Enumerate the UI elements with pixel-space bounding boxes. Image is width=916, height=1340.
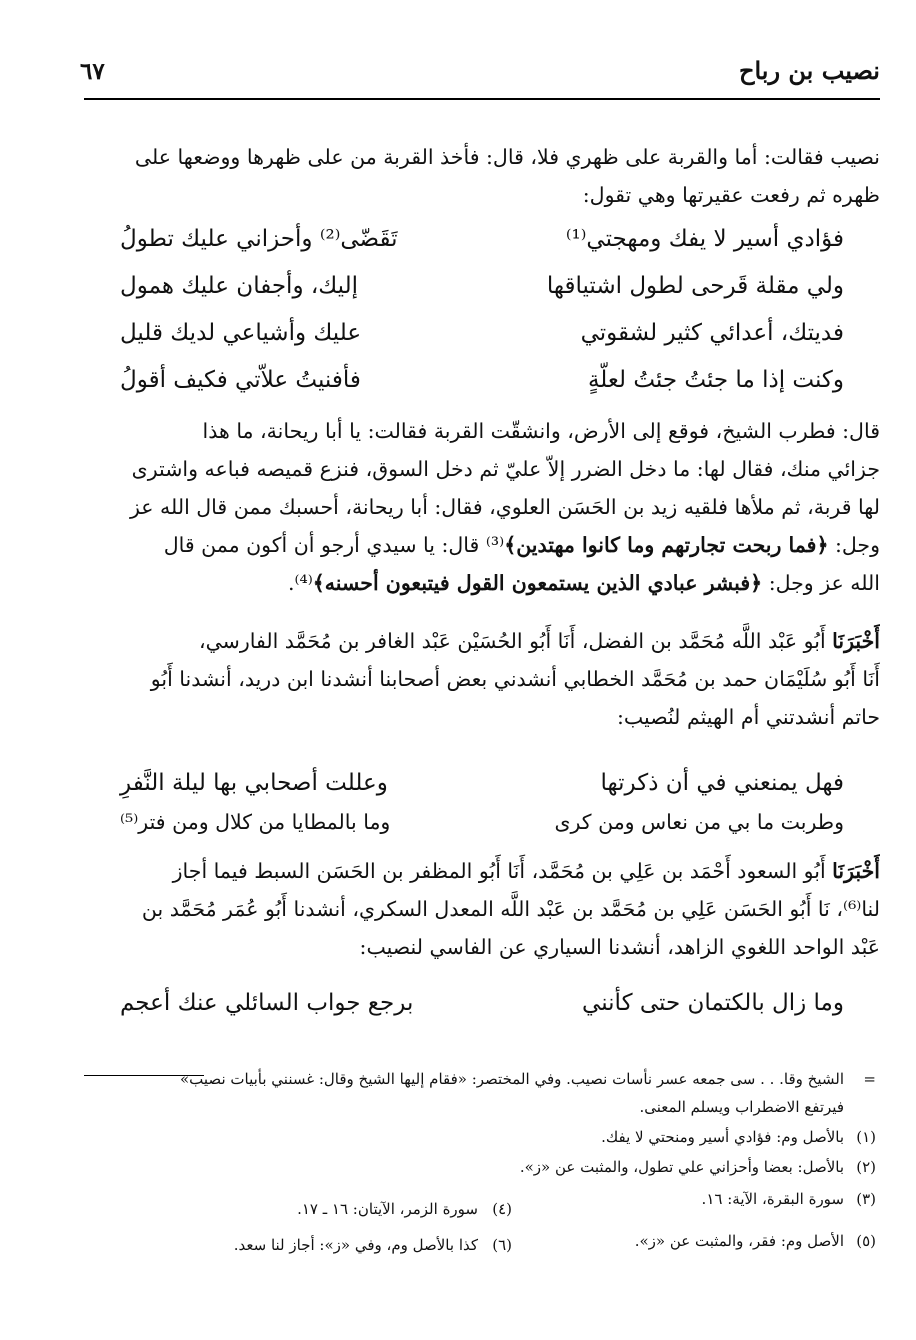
- footnote-text: الأصل وم: فقر، والمثبت عن «ز».: [634, 1232, 844, 1250]
- text-line: حاتم أنشدتني أم الهيثم لنُصيب:: [617, 705, 880, 729]
- verse-first-hemistich: فؤادي أسير لا يفك ومهجتي⁽¹⁾: [565, 226, 844, 252]
- narration-keyword: أَخْبَرَنَا: [832, 629, 880, 653]
- narration-keyword: أَخْبَرَنَا: [832, 859, 880, 883]
- verse-row: [60, 770, 844, 810]
- paragraph-4: [84, 852, 880, 966]
- verse-row: [60, 810, 844, 850]
- footnote-text: سورة الزمر، الآيتان: ١٦ ـ ١٧.: [297, 1200, 478, 1218]
- verse-second-hemistich: برجع جواب السائلي عنك أعجم: [120, 990, 414, 1016]
- footnote-continuation: فيرتفع الاضطراب ويسلم المعنى.: [639, 1098, 844, 1116]
- footnote-number: (٤): [492, 1200, 512, 1218]
- text-line: قال: فطرب الشيخ، فوقع إلى الأرض، وانشقّت القربة فقالت: يا أبا ريحانة، ما هذا: [202, 419, 880, 443]
- text-fragment: أَبُو عَبْد اللَّه مُحَمَّد بن الفضل، أَنَا أَبُو الحُسَيْن عَبْد الغافر بن مُحَمَّد الفارسي،: [198, 629, 833, 653]
- footnote-text: بالأصل: بعضا وأحزاني علي تطول، والمثبت عن «ز».: [519, 1158, 844, 1176]
- verse-row: [60, 273, 844, 320]
- text-line: لنا⁽⁶⁾، نَا أَبُو الحَسَن عَلِي بن مُحَمَّد بن عَبْد اللَّه المعدل السكري، أنشدنا أَبُو عُمَر مُحَمَّد بن: [141, 897, 880, 921]
- footnote-text: بالأصل وم: فؤادي أسير ومنحتي لا يفك.: [601, 1128, 844, 1146]
- paragraph-3: [84, 622, 880, 736]
- poem-block-3: [60, 990, 844, 1037]
- verse-first-hemistich: فديتك، أعدائي كثير لشقوتي: [580, 320, 844, 346]
- footnote-text: سورة البقرة، الآية: ١٦.: [701, 1190, 844, 1208]
- verse-second-hemistich: فأفنيتُ علاّتي فكيف أقولُ: [120, 367, 361, 393]
- text-fragment: الله عز وجل:: [762, 571, 880, 595]
- footnote-continuation-mark: =: [863, 1070, 876, 1088]
- text-fragment: وجل:: [828, 533, 880, 557]
- footnote-number: (٢): [856, 1158, 876, 1176]
- verse-row: [60, 320, 844, 367]
- verse-first-hemistich: فهل يمنعني في أن ذكرتها: [600, 770, 844, 796]
- text-line: ظهره ثم رفعت عقيرتها وهي تقول:: [582, 183, 880, 207]
- footnote-number: (١): [856, 1128, 876, 1146]
- verse-second-hemistich: وعللت أصحابي بها ليلة النَّفرِ: [120, 770, 388, 796]
- running-title: نصيب بن رباح: [738, 56, 880, 85]
- poem-block-2: [60, 770, 844, 850]
- footnote-text: كذا بالأصل وم، وفي «ز»: أجاز لنا سعد.: [233, 1236, 478, 1254]
- text-line: [84, 622, 880, 660]
- verse-row: [60, 367, 844, 414]
- text-line: جزائي منك، فقال لها: ما دخل الضرر إلاّ عليّ ثم دخل السوق، فنزع قميصه فباعه واشترى: [131, 457, 880, 481]
- text-line: [84, 526, 880, 564]
- verse-second-hemistich: تَقَضّى⁽²⁾ وأحزاني عليك تطولُ: [120, 226, 398, 252]
- verse-first-hemistich: ولي مقلة قَرحى لطول اشتياقها: [546, 273, 844, 299]
- verse-first-hemistich: وطربت ما بي من نعاس ومن كرى: [554, 810, 844, 834]
- text-fragment: ⁽³⁾ قال: يا سيدي أرجو أن أكون ممن قال: [163, 533, 505, 557]
- text-line: [84, 852, 880, 890]
- text-fragment: أَبُو السعود أَحْمَد بن عَلِي بن مُحَمَّد، أَنَا أَبُو المظفر بن الحَسَن السبط فيما أجاز: [172, 859, 833, 883]
- page-number: ٦٧: [80, 58, 105, 85]
- verse-second-hemistich: إليك، وأجفان عليك همول: [120, 273, 359, 299]
- footnote-number: (٦): [492, 1236, 512, 1254]
- header-rule: [84, 98, 880, 100]
- paragraph-2: [84, 412, 880, 602]
- text-line: [84, 564, 880, 602]
- text-line: نصيب فقالت: أما والقربة على ظهري فلا، قال: فأخذ القربة من على ظهرها ووضعها على: [134, 145, 880, 169]
- quran-quote: ﴿فبشر عبادي الذين يستمعون القول فيتبعون أحسنه﴾: [312, 571, 763, 595]
- verse-row: [60, 226, 844, 273]
- verse-first-hemistich: وما زال بالكتمان حتى كأنني: [582, 990, 844, 1016]
- quran-quote: ﴿فما ربحت تجارتهم وما كانوا مهتدين﴾: [504, 533, 829, 557]
- paragraph-1: [84, 138, 880, 214]
- verse-first-hemistich: وكنت إذا ما جئتُ جئتُ لعلّةٍ: [587, 367, 844, 393]
- text-line: لها قربة، ثم ملأها فلقيه زيد بن الحَسَن العلوي، فقال: أبا ريحانة، أحسبك ممن قال الله عز: [129, 495, 880, 519]
- verse-second-hemistich: عليك وأشياعي لديك قليل: [120, 320, 362, 346]
- text-fragment: ⁽⁴⁾.: [287, 571, 313, 595]
- footnote-continuation: الشيخ وقا. . . سى جمعه عسر نأسات نصيب. وفي المختصر: «فقام إليها الشيخ وقال: غسنني بأبيات نصيب»: [180, 1070, 844, 1088]
- poem-block-1: [60, 226, 844, 414]
- verse-second-hemistich: وما بالمطايا من كلال ومن فتر⁽⁵⁾: [120, 810, 391, 834]
- text-line: عَبْد الواحد اللغوي الزاهد، أنشدنا السياري عن الفاسي لنصيب:: [359, 935, 880, 959]
- footnote-number: (٣): [856, 1190, 876, 1208]
- text-line: أَنَا أَبُو سُلَيْمَان حمد بن مُحَمَّد الخطابي أنشدني بعض أصحابنا أنشدنا ابن دريد، أنشدنا أَبُو: [150, 667, 880, 691]
- footnote-number: (٥): [856, 1232, 876, 1250]
- verse-row: [60, 990, 844, 1037]
